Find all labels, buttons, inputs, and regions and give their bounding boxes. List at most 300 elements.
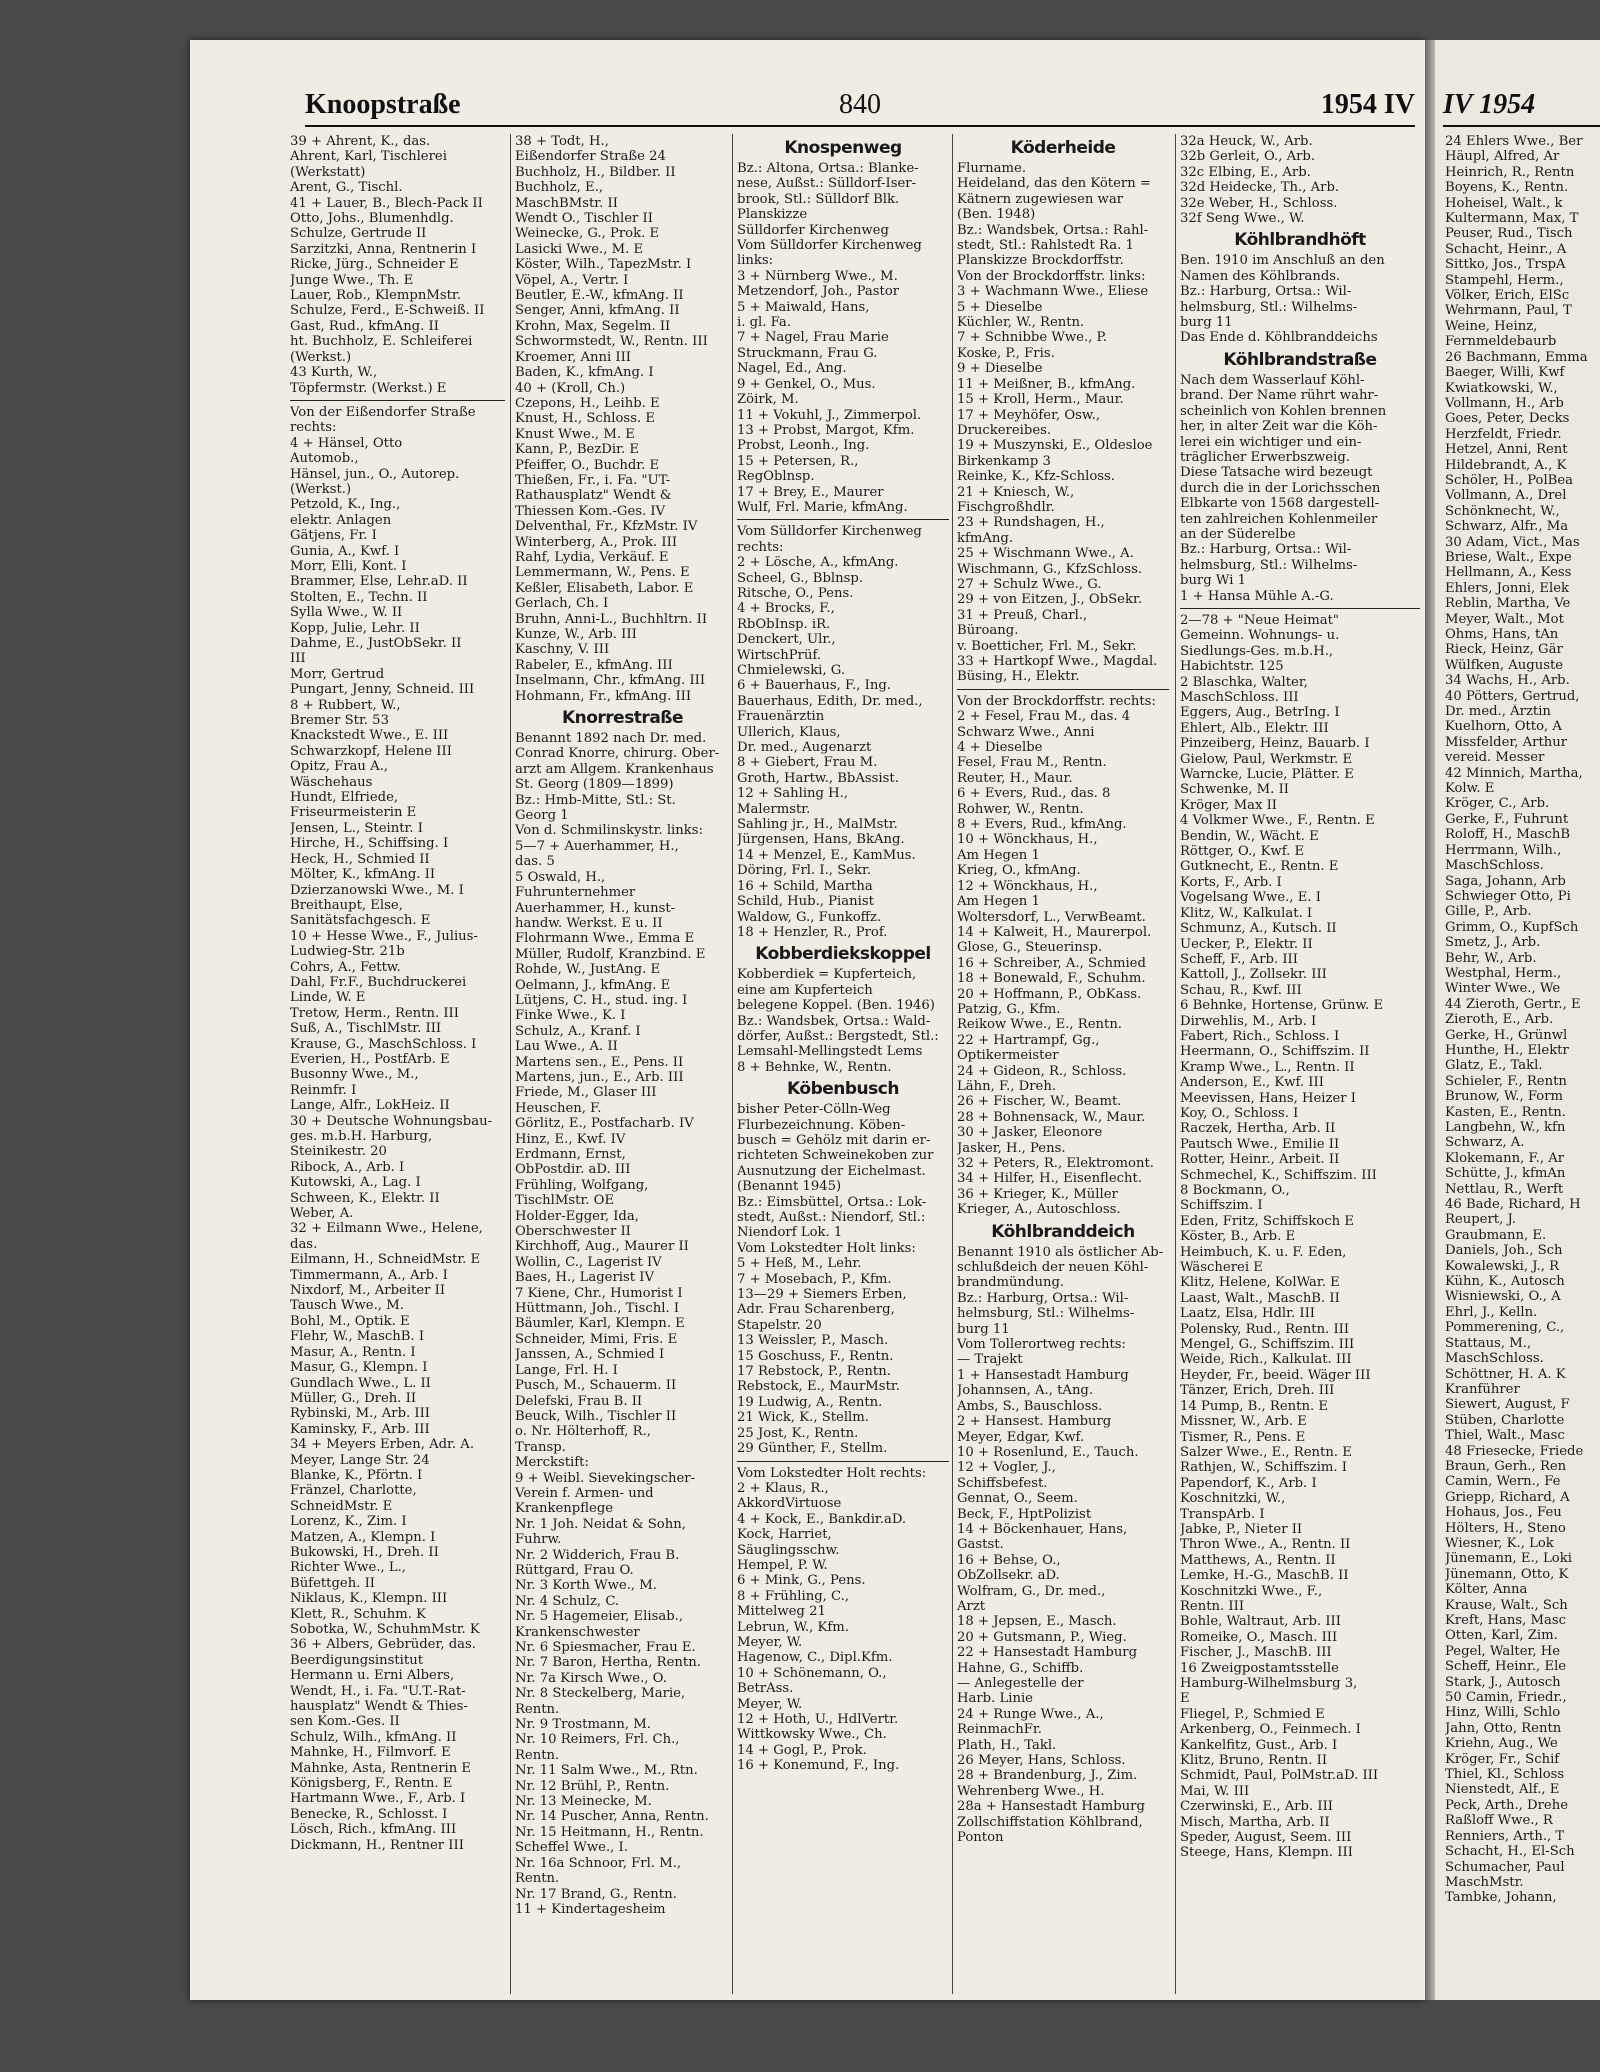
directory-entry: Ohms, Hans, tAn	[1445, 627, 1559, 642]
directory-entry: Kwiatkowski, W.,	[1445, 380, 1558, 396]
directory-entry: Stolten, E., Techn. II	[290, 589, 428, 605]
directory-entry: 5 + Dieselbe	[957, 299, 1043, 315]
directory-entry: 16 + Konemund, F., Ing.	[737, 1758, 900, 1774]
directory-entry: 4 + Kock, E., Bankdir.aD.	[737, 1511, 907, 1527]
directory-entry: Cohrs, A., Fettw.	[290, 959, 401, 975]
directory-entry: Bohl, M., Optik. E	[290, 1313, 410, 1329]
directory-entry: 2 + Fesel, Frau M., das. 4	[957, 709, 1131, 725]
directory-entry: Krohn, Max, Segelm. II	[515, 318, 671, 334]
directory-entry: Heimbuch, K. u. F. Eden,	[1180, 1244, 1347, 1260]
directory-entry: 17 + Meyhöfer, Osw.,	[957, 407, 1101, 423]
directory-entry: Richter Wwe., L.,	[290, 1560, 406, 1576]
directory-entry: Hermann u. Erni Albers,	[290, 1668, 455, 1684]
directory-entry: Lemmermann, W., Pens. E	[515, 565, 690, 581]
directory-entry: 34 + Hilfer, H., Eisenflecht.	[957, 1171, 1143, 1187]
directory-entry: lerei ein wichtiger und ein-	[1180, 434, 1362, 450]
directory-entry: das. 5	[515, 854, 555, 870]
directory-entry: Georg 1	[515, 808, 569, 824]
directory-entry: Friseurmeisterin E	[290, 805, 417, 821]
directory-entry: Bukowski, H., Dreh. II	[290, 1544, 439, 1560]
directory-entry: Probst, Leonh., Ing.	[737, 438, 870, 454]
directory-entry: Schulze, Ferd., E-Schweiß. II	[290, 303, 485, 319]
directory-entry: Krieger, A., Autoschloss.	[957, 1202, 1121, 1218]
directory-entry: Lösch, Rich., kfmAng. III	[290, 1822, 457, 1838]
directory-entry: Otten, Karl, Zim.	[1445, 1628, 1558, 1644]
directory-entry: (Werkst.)	[290, 481, 352, 497]
directory-entry: MaschSchloss. III	[1180, 690, 1299, 705]
directory-entry: Harb. Linie	[957, 1691, 1033, 1707]
directory-entry: Stapelstr. 20	[737, 1317, 822, 1333]
directory-entry: Zöirk, M.	[737, 392, 799, 408]
directory-entry: Jabke, P., Nieter II	[1180, 1521, 1303, 1537]
directory-entry: Salzer Wwe., E., Rentn. E	[1180, 1444, 1352, 1460]
street-heading: Köderheide	[1010, 138, 1116, 158]
directory-entry: Ludwieg-Str. 21b	[290, 944, 405, 960]
directory-entry: 20 + Hoffmann, P., ObKass.	[957, 986, 1142, 1002]
directory-entry: Hölters, H., Steno	[1445, 1520, 1566, 1536]
directory-entry: Stattaus, M.,	[1445, 1335, 1532, 1351]
directory-entry: 7 + Nagel, Frau Marie	[737, 330, 889, 346]
page-header	[305, 85, 1415, 127]
directory-entry: an der Süderelbe	[1180, 526, 1296, 542]
directory-entry: Ribock, A., Arb. I	[290, 1159, 405, 1175]
directory-entry: Knackstedt Wwe., E. III	[290, 728, 449, 744]
directory-entry: Finke Wwe., K. I	[515, 1008, 626, 1024]
directory-entry: Nr. 7a Kirsch Wwe., O.	[515, 1670, 667, 1686]
directory-entry: Koy, O., Schloss. I	[1180, 1105, 1299, 1121]
directory-entry: Ritsche, O., Pens.	[737, 585, 854, 601]
directory-entry: Lemke, H.-G., MaschB. II	[1180, 1568, 1349, 1584]
directory-entry: 24 Ehlers Wwe., Ber	[1445, 134, 1583, 149]
directory-entry: 40 Pötters, Gertrud,	[1445, 688, 1580, 704]
directory-entry: Schumacher, Paul	[1445, 1859, 1565, 1875]
directory-entry: Behr, W., Arb.	[1445, 950, 1537, 966]
directory-entry: Mengel, G., Schiffszim. III	[1180, 1337, 1355, 1353]
column-2	[510, 134, 730, 1994]
directory-entry: 14 + Menzel, E., KamMus.	[737, 847, 916, 863]
directory-entry: Am Hegen 1	[957, 894, 1040, 910]
directory-entry: Nr. 2 Widderich, Frau B.	[515, 1547, 680, 1563]
directory-entry: Dr. med., Augenarzt	[737, 740, 872, 756]
directory-entry: Rathausplatz" Wendt &	[515, 488, 672, 504]
directory-entry: Namen des Köhlbrands.	[1180, 268, 1341, 284]
directory-entry: Heermann, O., Schiffszim. II	[1180, 1044, 1370, 1060]
directory-entry: Rohwer, W., Rentn.	[957, 801, 1084, 817]
directory-entry: Rathjen, W., Schiffszim. I	[1180, 1460, 1348, 1476]
directory-entry: 9 + Genkel, O., Mus.	[737, 376, 876, 392]
directory-entry: Bäumler, Karl, Klempn. E	[515, 1316, 685, 1332]
directory-entry: Ponton	[957, 1830, 1004, 1846]
directory-entry: Nagel, Ed., Ang.	[737, 361, 847, 377]
directory-entry: Malermstr.	[737, 801, 811, 817]
directory-entry: 44 Zieroth, Gertr., E	[1445, 996, 1581, 1012]
directory-entry: Inselmann, Chr., kfmAng. III	[515, 673, 706, 689]
directory-entry: Laast, Walt., MaschB. II	[1180, 1290, 1340, 1306]
directory-entry: 6 + Mink, G., Pens.	[737, 1573, 866, 1589]
street-heading: Köbenbusch	[787, 1079, 899, 1100]
directory-entry: handw. Werkst. E u. II	[515, 915, 663, 931]
directory-entry: 5 + Maiwald, Hans,	[737, 299, 870, 315]
directory-entry: 39 + Ahrent, K., das.	[290, 134, 431, 149]
directory-entry: Pusch, M., Schauerm. II	[515, 1378, 677, 1394]
directory-entry: 5 + Heß, M., Lehr.	[737, 1256, 862, 1272]
directory-entry: Reinke, K., Kfz-Schloss.	[957, 469, 1115, 485]
directory-entry: Flurname.	[957, 161, 1027, 176]
directory-entry: Schöler, H., PolBea	[1445, 472, 1574, 488]
directory-entry: elektr. Anlagen	[290, 512, 392, 528]
directory-entry: Schmidt, Paul, PolMstr.aD. III	[1180, 1768, 1379, 1784]
directory-entry: 9 + Weibl. Sievekingscher-	[515, 1470, 696, 1486]
directory-entry: brand. Der Name rührt wahr-	[1180, 388, 1379, 404]
directory-entry: eine am Kupferteich	[737, 982, 873, 998]
directory-entry: Kaschny, V. III	[515, 642, 610, 658]
directory-entry: bisher Peter-Cölln-Weg	[737, 1102, 891, 1118]
directory-entry: ges. m.b.H. Harburg,	[290, 1129, 433, 1144]
directory-entry: Klitz, W., Kalkulat. I	[1180, 905, 1313, 921]
directory-entry: MaschSchloss.	[1445, 858, 1544, 874]
directory-entry: Graubmann, E.	[1445, 1227, 1547, 1243]
directory-entry: 23 + Rundshagen, H.,	[957, 515, 1105, 531]
directory-entry: Wiesner, K., Lok	[1445, 1535, 1554, 1551]
directory-entry: Säuglingsschw.	[737, 1542, 840, 1558]
directory-entry: Linde, W. E	[290, 990, 366, 1006]
directory-entry: 10 + Schönemann, O.,	[737, 1665, 887, 1681]
directory-entry: Krieg, O., kfmAng.	[957, 863, 1081, 879]
directory-entry: Saga, Johann, Arb	[1445, 873, 1566, 889]
directory-entry: Fränzel, Charlotte,	[290, 1483, 417, 1499]
directory-entry: Von der Eißendorfer Straße	[290, 404, 476, 420]
directory-entry: Rentn.	[515, 1747, 560, 1763]
directory-entry: Beck, F., HptPolizist	[957, 1506, 1092, 1522]
directory-entry: Kultermann, Max, T	[1445, 211, 1579, 227]
directory-entry: Ehlers, Jonni, Elek	[1445, 580, 1570, 596]
directory-entry: Nr. 13 Meinecke, M.	[515, 1794, 652, 1810]
directory-entry: Oberschwester II	[515, 1224, 631, 1240]
street-heading: Köhlbrandhöft	[1234, 230, 1366, 251]
directory-entry: 22 + Hartrampf, Gg.,	[957, 1032, 1100, 1048]
directory-entry: Siewert, August, F	[1445, 1397, 1570, 1413]
directory-entry: Pautsch Wwe., Emilie II	[1180, 1136, 1340, 1152]
directory-entry: 11 + Meißner, B., kfmAng.	[957, 376, 1136, 392]
directory-entry: Thron Wwe., A., Rentn. II	[1180, 1537, 1351, 1553]
directory-entry: 4 Volkmer Wwe., F., Rentn. E	[1180, 813, 1375, 829]
directory-entry: 25 Jost, K., Rentn.	[737, 1425, 859, 1441]
directory-entry: Scheel, G., Bblnsp.	[737, 570, 864, 586]
directory-entry: BetrAss.	[737, 1681, 794, 1697]
directory-entry: Schwarzkopf, Helene III	[290, 743, 452, 759]
directory-entry: Optikermeister	[957, 1048, 1059, 1064]
directory-entry: Ullerich, Klaus,	[737, 724, 841, 740]
facing-column	[1445, 134, 1600, 1994]
directory-entry: Nr. 9 Trostmann, M.	[515, 1717, 651, 1733]
directory-entry: 36 + Albers, Gebrüder, das.	[290, 1637, 476, 1653]
directory-entry: brook, Stl.: Sülldorf Blk.	[737, 191, 900, 207]
directory-entry: Rentn.	[515, 1871, 560, 1887]
directory-entry: Pinzeiberg, Heinz, Bauarb. I	[1180, 736, 1370, 752]
directory-entry: 14 + Kalweit, H., Maurerpol.	[957, 924, 1152, 940]
directory-entry: 9 + Dieselbe	[957, 361, 1043, 377]
directory-entry: Hinz, Willi, Schlo	[1445, 1705, 1561, 1721]
directory-entry: AkkordVirtuose	[737, 1496, 842, 1512]
street-running-head: Knoopstraße	[305, 89, 461, 120]
directory-entry: helmsburg, Stl.: Wilhelms-	[957, 1306, 1135, 1322]
directory-entry: SchneidMstr. E	[290, 1498, 393, 1514]
directory-entry: Krankenpflege	[515, 1501, 614, 1517]
directory-entry: Arzt	[957, 1598, 986, 1614]
directory-entry: Lähn, F., Dreh.	[957, 1078, 1057, 1094]
directory-entry: Reikow Wwe., E., Rentn.	[957, 1017, 1122, 1033]
directory-entry: Dr. med., Ärztin	[1445, 704, 1551, 720]
page-number: 840	[839, 89, 881, 120]
directory-entry: Arent, G., Tischl.	[290, 180, 403, 196]
directory-entry: St. Georg (1809—1899)	[515, 777, 674, 793]
directory-entry: Dzierzanowski Wwe., M. I	[290, 882, 464, 898]
directory-entry: Königsberg, F., Rentn. E	[290, 1776, 453, 1792]
directory-entry: Schulz, A., Kranf. I	[515, 1023, 641, 1039]
directory-entry: Lauer, Rob., KlempnMstr.	[290, 288, 461, 304]
directory-entry: Nr. 1 Joh. Neidat & Sohn,	[515, 1516, 686, 1532]
directory-entry: Mai, W. III	[1180, 1783, 1250, 1799]
directory-entry: Plath, H., Takl.	[957, 1737, 1057, 1753]
directory-entry: Nr. 3 Korth Wwe., M.	[515, 1578, 658, 1594]
directory-entry: Gunia, A., Kwf. I	[290, 543, 400, 559]
directory-entry: Gerke, F., Fuhrunt	[1445, 811, 1569, 827]
directory-entry: Lütjens, C. H., stud. ing. I	[515, 992, 688, 1008]
directory-entry: Senger, Anni, kfmAng. II	[515, 303, 680, 319]
directory-entry: Weide, Rich., Kalkulat. III	[1180, 1352, 1352, 1368]
directory-entry: Bz.: Wandsbek, Ortsa.: Wald-	[737, 1013, 931, 1029]
directory-entry: Ricke, Jürg., Schneider E	[290, 257, 459, 273]
directory-entry: Döring, Frl. I., Sekr.	[737, 863, 872, 879]
directory-entry: nese, Außst.: Sülldorf-Iser-	[737, 176, 917, 192]
directory-entry: Kriehn, Aug., We	[1445, 1736, 1558, 1752]
directory-entry: 10 + Wönckhaus, H.,	[957, 832, 1098, 848]
facing-page	[1435, 40, 1600, 2000]
directory-entry: 18 + Henzler, R., Prof.	[737, 924, 888, 940]
directory-entry: Tambke, Johann,	[1445, 1890, 1557, 1906]
directory-entry: Rybinski, M., Arb. III	[290, 1406, 431, 1422]
directory-entry: Gemeinn. Wohnungs- u.	[1180, 628, 1340, 644]
directory-entry: Bz.: Wandsbek, Ortsa.: Rahl-	[957, 222, 1149, 238]
directory-entry: 19 Ludwig, A., Rentn.	[737, 1394, 883, 1410]
directory-entry: 29 Günther, F., Stellm.	[737, 1441, 888, 1457]
directory-entry: 4 + Hänsel, Otto	[290, 435, 403, 451]
directory-entry: 28 + Bohnensack, W., Maur.	[957, 1109, 1146, 1125]
directory-entry: Hetzel, Anni, Rent	[1445, 442, 1568, 458]
directory-entry: (Benannt 1945)	[737, 1179, 842, 1195]
directory-entry: Büroang.	[957, 623, 1019, 639]
directory-entry: Benannt 1892 nach Dr. med.	[515, 731, 707, 747]
directory-entry: RegOblnsp.	[737, 469, 815, 485]
directory-entry: 14 + Gogl, P., Prok.	[737, 1742, 867, 1758]
directory-entry: Nr. 15 Heitmann, H., Rentn.	[515, 1824, 704, 1840]
directory-entry: Krause, Walt., Sch	[1445, 1597, 1568, 1613]
directory-entry: Flehr, W., MaschB. I	[290, 1329, 425, 1345]
directory-entry: Tausch Wwe., M.	[290, 1298, 404, 1314]
directory-entry: 25 + Wischmann Wwe., A.	[957, 546, 1134, 562]
directory-entry: Pfeiffer, O., Buchdr. E	[515, 457, 660, 473]
directory-entry: Klett, R., Schuhm. K	[290, 1606, 427, 1622]
directory-entry: Breithaupt, Else,	[290, 897, 403, 913]
directory-entry: Sanitätsfachgesch. E	[290, 913, 431, 929]
directory-entry: Lebrun, W., Kfm.	[737, 1619, 849, 1635]
directory-entry: Buchholz, H., Bildber. II	[515, 164, 676, 180]
directory-entry: Smetz, J., Arb.	[1445, 935, 1541, 951]
directory-entry: Arkenberg, O., Feinmech. I	[1180, 1722, 1361, 1738]
directory-entry: ObPostdir. aD. III	[515, 1162, 631, 1178]
directory-entry: Meevissen, Hans, Heizer I	[1180, 1090, 1356, 1106]
directory-entry: Klokemann, F., Ar	[1445, 1150, 1565, 1166]
directory-entry: Büsing, H., Elektr.	[957, 669, 1080, 685]
directory-entry: 13 Weissler, P., Masch.	[737, 1333, 889, 1349]
directory-entry: Schwieger Otto, Pi	[1445, 888, 1571, 904]
directory-entry: Fischgroßhdlr.	[957, 499, 1055, 515]
directory-entry: Martens sen., E., Pens. II	[515, 1054, 684, 1070]
directory-entry: Hüttmann, Joh., Tischl. I	[515, 1301, 680, 1317]
directory-entry: 16 + Schild, Martha	[737, 878, 873, 894]
directory-entry: 46 Bade, Richard, H	[1445, 1197, 1581, 1213]
directory-entry: Eggers, Aug., BetrIng. I	[1180, 705, 1340, 721]
directory-entry: Matthews, A., Rentn. II	[1180, 1552, 1336, 1568]
directory-entry: Waldow, G., Funkoffz.	[737, 909, 882, 925]
directory-entry: Hunthe, H., Elektr	[1445, 1042, 1569, 1058]
directory-entry: 5 Oswald, H.,	[515, 869, 606, 885]
directory-entry: Thiel, Kl., Schloss	[1445, 1767, 1565, 1783]
directory-entry: Fuhrunternehmer	[515, 885, 636, 901]
directory-entry: Stampehl, Herm.,	[1445, 272, 1564, 288]
directory-entry: 18 + Jepsen, E., Masch.	[957, 1614, 1117, 1630]
directory-entry: Schwarz, A.	[1445, 1135, 1525, 1151]
street-heading: Kobberdiekskoppel	[755, 944, 931, 965]
directory-entry: Kranführer	[1445, 1381, 1520, 1397]
directory-entry: o. Nr. Hölterhoff, R.,	[515, 1424, 651, 1440]
directory-entry: 15 Goschuss, F., Rentn.	[737, 1348, 894, 1364]
directory-entry: links:	[737, 253, 774, 269]
directory-entry: Matzen, A., Klempn. I	[290, 1529, 436, 1545]
directory-entry: Thiessen Kom.-Ges. IV	[515, 503, 666, 519]
directory-entry: Nr. 8 Steckelberg, Marie,	[515, 1686, 686, 1702]
directory-entry: 50 Camin, Friedr.,	[1445, 1690, 1567, 1706]
column-3	[732, 134, 949, 1994]
column-1	[290, 134, 505, 1994]
directory-entry: Jahn, Otto, Rentn	[1445, 1720, 1562, 1736]
directory-entry: Kann, P., BezDir. E	[515, 442, 639, 458]
directory-entry: Költer, Anna	[1445, 1582, 1528, 1598]
directory-entry: Bz.: Harburg, Ortsa.: Wil-	[957, 1290, 1129, 1306]
directory-entry: Conrad Knorre, chirurg. Ober-	[515, 746, 720, 762]
directory-entry: ObZollsekr. aD.	[957, 1568, 1060, 1584]
year-volume: 1954 IV	[1320, 89, 1415, 120]
directory-entry: Kröger, C., Arb.	[1445, 796, 1550, 812]
directory-entry: Polensky, Rud., Rentn. III	[1180, 1321, 1350, 1337]
directory-entry: 26 Meyer, Hans, Schloss.	[957, 1753, 1126, 1769]
directory-entry: 32f Seng Wwe., W.	[1180, 211, 1305, 227]
directory-entry: III	[290, 651, 306, 667]
directory-entry: Diese Tatsache wird bezeugt	[1180, 465, 1373, 481]
directory-entry: Mittelweg 21	[737, 1604, 826, 1620]
directory-entry: Kühn, K., Autosch	[1445, 1274, 1565, 1290]
directory-entry: Stark, J., Autosch	[1445, 1674, 1561, 1690]
directory-entry: Wehrenberg Wwe., H.	[957, 1783, 1105, 1799]
directory-entry: Thießen, Fr., i. Fa. "UT-	[515, 472, 671, 488]
directory-entry: Schacht, Heinr., A	[1445, 241, 1567, 257]
directory-entry: richteten Schweinekoben zur	[737, 1148, 934, 1164]
directory-entry: Kirchhoff, Aug., Maurer II	[515, 1239, 689, 1255]
directory-entry: Hartmann Wwe., F., Arb. I	[290, 1791, 466, 1807]
directory-entry: 29 + von Eitzen, J., ObSekr.	[957, 592, 1143, 608]
directory-entry: Elbkarte von 1568 dargestell-	[1180, 496, 1380, 512]
directory-entry: TranspArb. I	[1180, 1506, 1265, 1522]
directory-entry: ht. Buchholz, E. Schleiferei	[290, 334, 473, 350]
directory-entry: Delventhal, Fr., KfzMstr. IV	[515, 519, 698, 535]
directory-entry: Bz.: Altona, Ortsa.: Blanke-	[737, 161, 919, 176]
directory-entry: Völker, Erich, ElSc	[1445, 288, 1570, 304]
directory-entry: 27 + Schulz Wwe., G.	[957, 576, 1102, 592]
directory-entry: Flohrmann Wwe., Emma E	[515, 931, 695, 947]
directory-entry: 12 + Sahling H.,	[737, 786, 849, 802]
directory-entry: Schiffszim. I	[1180, 1198, 1263, 1214]
directory-entry: Nienstedt, Alf., E	[1445, 1782, 1560, 1798]
directory-entry: Wehrmann, Paul, T	[1445, 303, 1572, 319]
directory-entry: Peuser, Rud., Tisch	[1445, 226, 1573, 242]
directory-entry: 32 + Peters, R., Elektromont.	[957, 1156, 1154, 1171]
directory-entry: TischlMstr. OE	[515, 1193, 615, 1209]
directory-entry: 8 + Behnke, W., Rentn.	[737, 1059, 892, 1075]
directory-entry: Warncke, Lucie, Plätter. E	[1180, 767, 1354, 783]
directory-entry: (Werkstatt)	[290, 164, 366, 180]
directory-entry: Auerhammer, H., kunst-	[515, 900, 676, 916]
directory-entry: Merckstift:	[515, 1455, 589, 1471]
directory-entry: Nettlau, R., Werft	[1445, 1181, 1564, 1197]
directory-entry: Hoheisel, Walt., k	[1445, 195, 1563, 211]
directory-entry: Hellmann, A., Kess	[1445, 565, 1572, 581]
directory-entry: 33 + Hartkopf Wwe., Magdal.	[957, 654, 1158, 669]
directory-entry: helmsburg, Stl.: Wilhelms-	[1180, 299, 1358, 315]
directory-entry: Transp.	[515, 1439, 566, 1455]
directory-entry: 2—78 + "Neue Heimat"	[1180, 612, 1339, 628]
directory-entry: Brammer, Else, Lehr.aD. II	[290, 574, 468, 590]
directory-entry: das.	[290, 1236, 318, 1252]
directory-entry: Rentn. III	[1180, 1598, 1245, 1614]
directory-entry: Langbehn, W., kfn	[1445, 1120, 1566, 1135]
directory-entry: Scheff, Heinr., Ele	[1445, 1659, 1567, 1675]
directory-entry: Romeike, O., Masch. III	[1180, 1629, 1338, 1645]
directory-entry: Rüttgard, Frau O.	[515, 1562, 634, 1578]
directory-entry: 34 Wachs, H., Arb.	[1445, 673, 1570, 689]
directory-entry: Scheffel Wwe., I.	[515, 1840, 628, 1856]
directory-entry: 11 + Kindertagesheim	[515, 1901, 666, 1917]
directory-entry: 7 + Schnibbe Wwe., P.	[957, 330, 1107, 346]
directory-entry: Wendt, H., i. Fa. "U.T.-Rat-	[290, 1683, 466, 1699]
directory-entry: Habichtstr. 125	[1180, 659, 1284, 675]
directory-entry: Nr. 7 Baron, Hertha, Rentn.	[515, 1655, 701, 1671]
directory-entry: Otto, Johs., Blumenhdlg.	[290, 211, 454, 227]
directory-entry: 4 + Dieselbe	[957, 740, 1043, 756]
directory-entry: 32 + Eilmann Wwe., Helene,	[290, 1221, 483, 1237]
directory-entry: 3 + Nürnberg Wwe., M.	[737, 268, 898, 284]
directory-entry: Druckereibes.	[957, 422, 1052, 438]
directory-entry: Peck, Arth., Drehe	[1445, 1797, 1569, 1813]
directory-entry: 10 + Hesse Wwe., F., Julius-	[290, 928, 478, 944]
directory-entry: 6 Behnke, Hortense, Grünw. E	[1180, 998, 1384, 1014]
directory-entry: Wülfken, Auguste	[1445, 657, 1564, 673]
directory-entry: Glose, G., Steuerinsp.	[957, 940, 1103, 956]
directory-entry: Pegel, Walter, He	[1445, 1643, 1561, 1659]
directory-entry: Bohle, Waltraut, Arb. III	[1180, 1614, 1341, 1630]
directory-entry: Nr. 4 Schulz, C.	[515, 1593, 620, 1609]
directory-entry: Meyer, W.	[737, 1696, 803, 1712]
directory-entry: Sahling jr., H., MalMstr.	[737, 817, 898, 833]
